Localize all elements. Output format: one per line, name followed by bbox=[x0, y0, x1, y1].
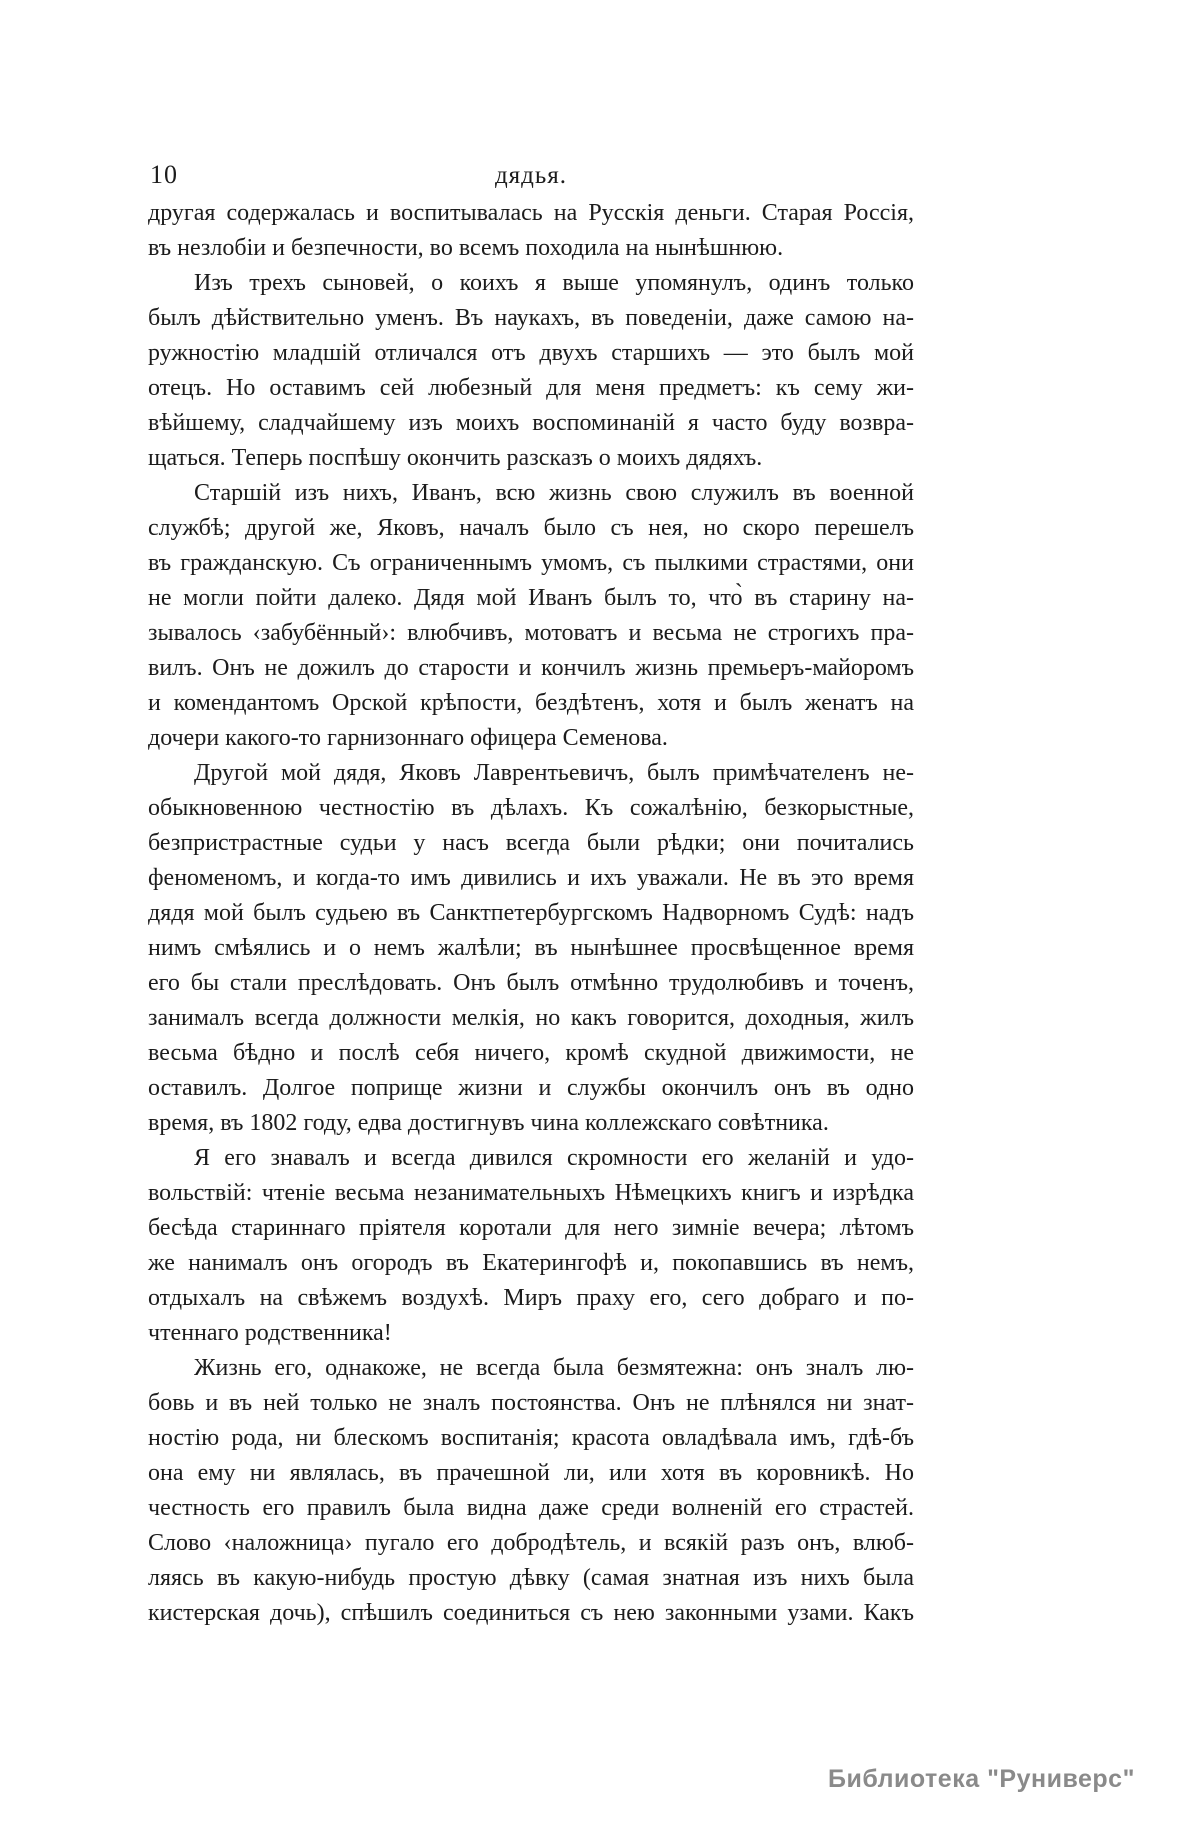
text-line: бовь и въ ней только не зналъ постоянства. Онъ не плѣнялся ни знат- bbox=[148, 1390, 914, 1416]
text-line: и комендантомъ Орской крѣпости, бездѣтенъ, хотя и былъ женатъ на bbox=[148, 690, 914, 716]
text-line: обыкновенною честностію въ дѣлахъ. Къ сожалѣнію, безкорыстные, bbox=[148, 795, 914, 821]
paragraph bbox=[148, 196, 914, 266]
paragraph bbox=[148, 266, 914, 476]
text-line: Я его знавалъ и всегда дивился скромности его желаній и удо- bbox=[194, 1145, 914, 1171]
text-line: не могли пойти далеко. Дядя мой Иванъ былъ то, что̀ въ старину на- bbox=[148, 585, 914, 611]
text-line: феноменомъ, и когда-то имъ дивились и ихъ уважали. Не въ это время bbox=[148, 865, 914, 891]
text-line: весьма бѣдно и послѣ себя ничего, кромѣ скудной движимости, не bbox=[148, 1040, 914, 1066]
paragraph bbox=[148, 476, 914, 756]
text-line: отецъ. Но оставимъ сей любезный для меня предметъ: къ сему жи- bbox=[148, 375, 914, 401]
text-line: бесѣда стариннаго пріятеля коротали для него зимніе вечера; лѣтомъ bbox=[148, 1215, 914, 1241]
library-watermark: Библиотека "Руниверс" bbox=[828, 1765, 1135, 1793]
text-line: Другой мой дядя, Яковъ Лаврентьевичъ, былъ примѣчателенъ не- bbox=[194, 760, 914, 786]
text-line: вѣйшему, сладчайшему изъ моихъ воспоминаній я часто буду возвра- bbox=[148, 410, 914, 436]
text-line: въ гражданскую. Съ ограниченнымъ умомъ, съ пылкими страстями, они bbox=[148, 550, 914, 576]
text-line: оставилъ. Долгое поприще жизни и службы окончилъ онъ въ одно bbox=[148, 1075, 914, 1101]
text-line: службѣ; другой же, Яковъ, началъ было съ нея, но скоро перешелъ bbox=[148, 515, 914, 541]
paragraph bbox=[148, 1141, 914, 1351]
paragraph bbox=[148, 756, 914, 1141]
text-line: ружностію младшій отличался отъ двухъ старшихъ — это былъ мой bbox=[148, 340, 914, 366]
text-line: отдыхалъ на свѣжемъ воздухѣ. Миръ праху его, сего добраго и по- bbox=[148, 1285, 914, 1311]
text-line: его бы стали преслѣдовать. Онъ былъ отмѣнно трудолюбивъ и точенъ, bbox=[148, 970, 914, 996]
text-line: Жизнь его, однакоже, не всегда была безмятежна: онъ зналъ лю- bbox=[194, 1355, 914, 1381]
page-header bbox=[148, 160, 914, 190]
text-line: въ незлобіи и безпечности, во всемъ походила на нынѣшнюю. bbox=[148, 235, 784, 261]
text-line: ляясь въ какую-нибудь простую дѣвку (самая знатная изъ нихъ была bbox=[148, 1565, 914, 1591]
text-line: зывалось ‹забубённый›: влюбчивъ, мотоватъ и весьма не строгихъ пра- bbox=[148, 620, 914, 646]
text-line: Старшій изъ нихъ, Иванъ, всю жизнь свою служилъ въ военной bbox=[194, 480, 914, 506]
text-line: безпристрастные судьи у насъ всегда были рѣдки; они почитались bbox=[148, 830, 914, 856]
page-text bbox=[148, 196, 914, 1631]
text-line: вольствій: чтеніе весьма незанимательныхъ Нѣмецкихъ книгъ и изрѣдка bbox=[148, 1180, 914, 1206]
text-line: щаться. Теперь поспѣшу окончить разсказъ о моихъ дядяхъ. bbox=[148, 445, 763, 471]
text-line: кистерская дочь), спѣшилъ соединиться съ нею законными узами. Какъ bbox=[148, 1600, 914, 1626]
page-number: 10 bbox=[150, 160, 178, 189]
text-line: другая содержалась и воспитывалась на Русскія деньги. Старая Россія, bbox=[148, 200, 914, 226]
running-title: дядья. bbox=[494, 162, 568, 189]
text-line: чтеннаго родственника! bbox=[148, 1320, 392, 1346]
text-line: вилъ. Онъ не дожилъ до старости и кончилъ жизнь премьеръ-майоромъ bbox=[148, 655, 914, 681]
text-line: Изъ трехъ сыновей, о коихъ я выше упомянулъ, одинъ только bbox=[194, 270, 914, 296]
text-line: ностію рода, ни блескомъ воспитанія; красота овладѣвала имъ, гдѣ-бъ bbox=[148, 1425, 914, 1451]
text-line: она ему ни являлась, въ прачешной ли, или хотя въ коровникѣ. Но bbox=[148, 1460, 914, 1486]
paragraph bbox=[148, 1351, 914, 1631]
text-line: время, въ 1802 году, едва достигнувъ чина коллежскаго совѣтника. bbox=[148, 1110, 829, 1136]
text-line: Слово ‹наложница› пугало его добродѣтель, и всякій разъ онъ, влюб- bbox=[148, 1530, 914, 1556]
text-line: дочери какого-то гарнизоннаго офицера Семенова. bbox=[148, 725, 668, 751]
text-line: былъ дѣйствительно уменъ. Въ наукахъ, въ поведеніи, даже самою на- bbox=[148, 305, 914, 331]
text-line: дядя мой былъ судьею въ Санктпетербургскомъ Надворномъ Судѣ: надъ bbox=[148, 900, 914, 926]
text-line: нимъ смѣялись и о немъ жалѣли; въ нынѣшнее просвѣщенное время bbox=[148, 935, 914, 961]
text-line: же нанималъ онъ огородъ въ Екатерингофѣ и, покопавшись въ немъ, bbox=[148, 1250, 914, 1276]
text-line: занималъ всегда должности мелкія, но какъ говорится, доходныя, жилъ bbox=[148, 1005, 914, 1031]
text-line: честность его правилъ была видна даже среди волненій его страстей. bbox=[148, 1495, 914, 1521]
